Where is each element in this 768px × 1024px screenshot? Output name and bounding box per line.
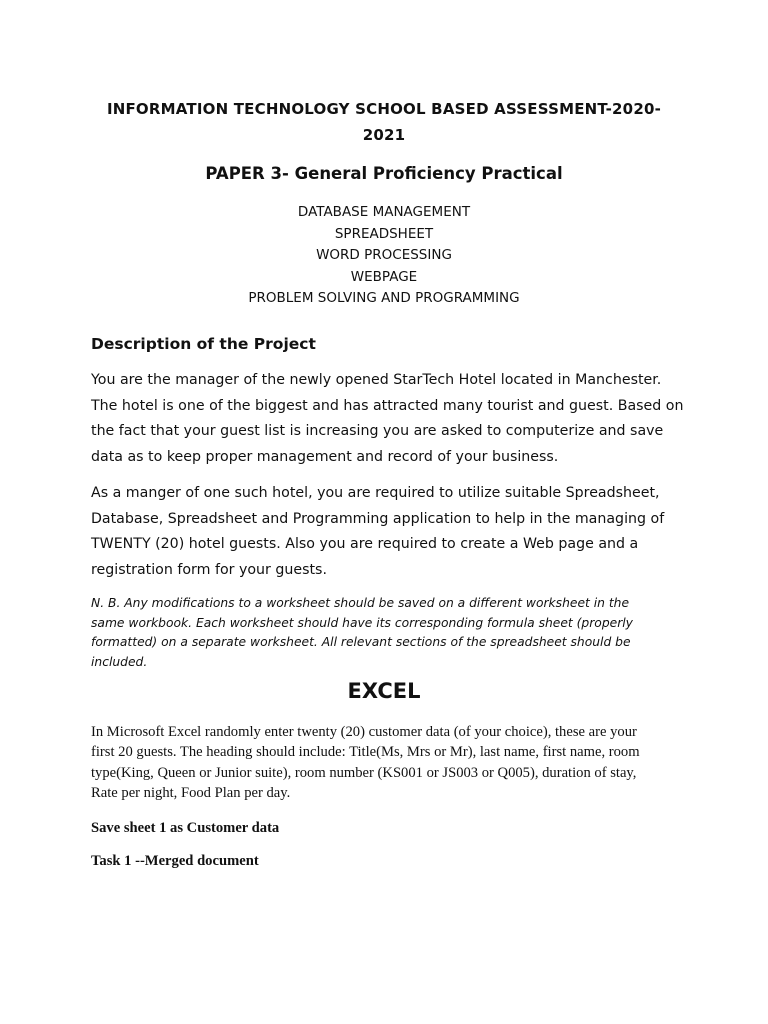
note-line: N. B. Any modifications to a worksheet should be saved on a different worksheet in the xyxy=(91,596,630,610)
text-line: As a manger of one such hotel, you are required to utilize suitable Spreadsheet, xyxy=(91,485,660,501)
task-1-heading: Task 1 --Merged document xyxy=(91,853,259,869)
paper-subtitle: PAPER 3- General Proficiency Practical xyxy=(205,164,563,183)
nb-note xyxy=(91,594,681,672)
note-line: same workbook. Each worksheet should have its corresponding formula sheet (properly xyxy=(91,615,633,630)
requirements-paragraph xyxy=(91,481,691,583)
title-line-2: 2021 xyxy=(362,126,406,144)
text-line: the fact that your guest list is increasing you are asked to computerize and save xyxy=(91,423,664,439)
section-item: WEBPAGE xyxy=(350,268,418,285)
description-heading: Description of the Project xyxy=(91,335,316,353)
text-line: data as to keep proper management and record of your business. xyxy=(91,448,559,465)
note-line: included. xyxy=(91,654,148,669)
text-line: The hotel is one of the biggest and has attracted many tourist and guest. Based on xyxy=(91,397,684,414)
section-item: PROBLEM SOLVING AND PROGRAMMING xyxy=(248,290,520,306)
save-instruction: Save sheet 1 as Customer data xyxy=(91,820,280,836)
text-line: type(King, Queen or Junior suite), room number (KS001 or JS003 or Q005), duration of stay, xyxy=(91,764,637,781)
note-line: formatted) on a separate worksheet. All relevant sections of the spreadsheet should be xyxy=(91,635,631,649)
project-description-paragraph xyxy=(91,368,691,470)
excel-heading: EXCEL xyxy=(347,679,421,703)
document-title xyxy=(80,96,688,148)
text-line: registration form for your guests. xyxy=(91,561,327,578)
text-line: You are the manager of the newly opened StarTech Hotel located in Manchester. xyxy=(91,372,662,388)
title-line-1: INFORMATION TECHNOLOGY SCHOOL BASED ASSESSMENT-2020- xyxy=(106,100,662,118)
text-line: In Microsoft Excel randomly enter twenty (20) customer data (of your choice), these are your xyxy=(91,724,637,740)
section-list xyxy=(0,202,768,310)
section-item: SPREADSHEET xyxy=(334,225,434,242)
section-item: DATABASE MANAGEMENT xyxy=(297,204,471,220)
text-line: TWENTY (20) hotel guests. Also you are required to create a Web page and a xyxy=(91,536,639,552)
excel-instructions-paragraph xyxy=(91,722,691,803)
section-item: WORD PROCESSING xyxy=(316,247,452,263)
text-line: first 20 guests. The heading should include: Title(Ms, Mrs or Mr), last name, first name, room xyxy=(91,744,640,761)
text-line: Database, Spreadsheet and Programming application to help in the managing of xyxy=(91,510,665,527)
text-line: Rate per night, Food Plan per day. xyxy=(91,784,291,801)
